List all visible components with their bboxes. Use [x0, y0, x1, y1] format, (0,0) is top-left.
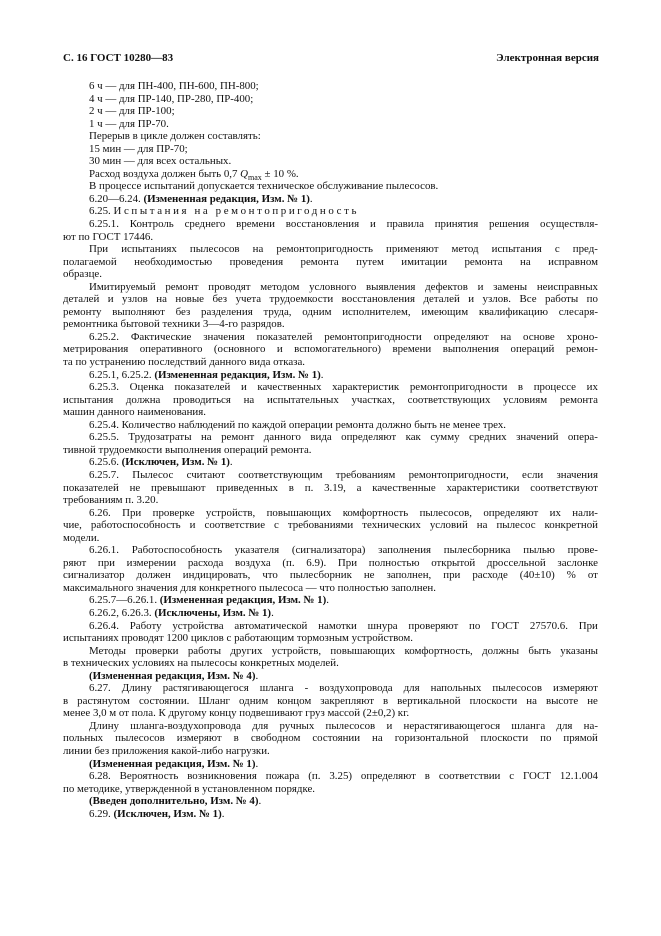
text-line: чие, работоспособность и соответствие с требованиями технических условий на пылесос конкретной — [63, 519, 598, 532]
text-line: 6.26. При проверке устройств, повышающих комфортность пылесосов, определяют их нали- — [89, 506, 598, 519]
text-line: в растянутом состоянии. Шланг одним концом закрепляют в вертикальной плоскости на высоте не — [63, 694, 598, 707]
text-line: 6.25.1. Контроль среднего времени восстановления и правила принятия решения осуществля- — [89, 218, 598, 231]
text-line: 30 мин — для всех остальных. — [89, 155, 232, 168]
header-edition-label: Электронная версия — [496, 52, 599, 64]
text-line: в технических условиях на пылесосы конкретных моделей. — [63, 657, 339, 670]
text-line: 6.25.5. Трудозатраты на ремонт данного вида определяют как сумму средних значений опера- — [89, 431, 598, 444]
text-line: тивной трудоемкости выполнения операций ремонта. — [63, 443, 312, 456]
text-line: ряют при измерении расхода воздуха (п. 6.9). При полностью открытой дроссельной заслонке — [63, 556, 598, 569]
text-line: метрирования оперативного (основного и вспомогательного) времени выполнения операций ремон- — [63, 343, 598, 356]
text-line: 6 ч — для ПН-400, ПН-600, ПН-800; — [89, 80, 259, 92]
text-line: модели. — [63, 531, 100, 544]
text-line: испытаниях проводят 1200 циклов с работающим тормозным устройством. — [63, 632, 414, 645]
text-line: При испытаниях пылесосов на ремонтопригодность применяют метод испытания с пред- — [89, 243, 598, 256]
text-line: 1 ч — для ПР-70. — [89, 117, 169, 130]
header-standard-ref: С. 16 ГОСТ 10280—83 — [63, 52, 174, 64]
text-line: Перерыв в цикле должен составлять: — [89, 130, 261, 143]
text-line: (Измененная редакция, Изм. № 4). — [89, 669, 259, 682]
text-line: 6.25.3. Оценка показателей и качественных характеристик ремонтопригодности в процессе их — [89, 381, 598, 394]
text-line: 6.20—6.24. (Измененная редакция, Изм. № 1). — [89, 192, 313, 205]
text-line: Методы проверки работы других устройств, повышающих комфортность, должны быть указаны — [89, 644, 598, 657]
text-line: 6.25.2. Фактические значения показателей ремонтопригодности определяют на основе хроно- — [89, 330, 598, 343]
text-line: по методике, утвержденной в установленном порядке. — [63, 782, 316, 795]
text-line: испытания должна проводиться на испытательных участках, соответствующих условиям ремонта — [63, 393, 598, 406]
text-line: 6.25. Испытания на ремонтопригодность — [89, 205, 360, 218]
text-line: ремонту выполняют без разделения труда, одним исполнителем, имеющим квалификацию слесаря- — [63, 305, 598, 318]
text-line: Имитируемый ремонт проводят методом условного выявления дефектов и замены неисправных — [89, 280, 598, 293]
text-line: 4 ч — для ПР-140, ПР-280, ПР-400; — [89, 92, 254, 105]
text-line: ремонтника бытовой техники 3—4-го разрядов. — [63, 318, 285, 331]
text-line: 6.26.2, 6.26.3. (Исключены, Изм. № 1). — [89, 606, 274, 619]
text-line: Длину шланга-воздухопровода для ручных пылесосов и нерастягивающегося шланга для на- — [89, 719, 598, 732]
text-line: машин данного наименования. — [63, 406, 206, 419]
page-header — [63, 52, 599, 68]
text-line: 6.26.1. Работоспособность указателя (сигнализатора) заполнения пылесборника пылью прове- — [89, 544, 598, 557]
text-line: 6.27. Длину растягивающегося шланга - воздухопровода для напольных пылесосов измеряют — [89, 682, 598, 695]
text-line: требованиям п. 3.20. — [63, 494, 159, 507]
text-line: менее 3,0 м от пола. К другому концу подвешивают груз массой (2±0,2) кг. — [63, 707, 410, 720]
text-line: Расход воздуха должен быть 0,7 $Q_{max} \pm 10$ %. — [89, 167, 299, 181]
text-line: 6.29. (Исключен, Изм. № 1). — [89, 807, 225, 820]
text-line: 15 мин — для ПР-70; — [89, 142, 188, 155]
text-line: В процессе испытаний допускается техническое обслуживание пылесосов. — [89, 180, 439, 193]
text-line: полагаемой необходимостью проведения ремонта путем имитации ремонта на исправном — [63, 255, 598, 268]
text-line: 2 ч — для ПР-100; — [89, 105, 175, 118]
text-line: 6.25.7. Пылесос считают соответствующим требованиям ремонтопригодности, если значения — [89, 468, 598, 481]
text-line: польных пылесосов измеряют в свободном состоянии на горизонтальной плоскости по прямой — [63, 732, 598, 745]
text-line: линии без приложения какой-либо нагрузки. — [63, 744, 270, 757]
text-line: (Введен дополнительно, Изм. № 4). — [89, 795, 262, 808]
text-line: ют по ГОСТ 17446. — [63, 230, 154, 243]
text-line: деталей и узлов на новые без учета трудоемкости восстановления деталей и узлов. Все работы по — [63, 293, 598, 306]
text-line: образце. — [63, 268, 102, 281]
text-line: 6.28. Вероятность возникновения пожара (п. 3.25) определяют в соответствии с ГОСТ 12.1.004 — [89, 770, 598, 783]
text-line: 6.26.4. Работу устройства автоматической намотки шнура проверяют по ГОСТ 27570.6. При — [89, 619, 598, 632]
text-line: показателей не превышают приведенных в п. 3.19, а качественные характеристики соответствуют — [63, 481, 598, 494]
text-line: (Измененная редакция, Изм. № 1). — [89, 757, 259, 770]
text-line: максимального значения для конкретного пылесоса — что полностью заполнен. — [63, 581, 436, 594]
text-line: 6.25.1, 6.25.2. (Измененная редакция, Изм. № 1). — [89, 368, 324, 381]
text-line: 6.25.4. Количество наблюдений по каждой операции ремонта должно быть не менее трех. — [89, 418, 507, 431]
text-line: сигнализатор должен индицировать, что пылесборник не заполнен, при расходе (40±10) % от — [63, 569, 598, 582]
text-line: 6.25.6. (Исключен, Изм. № 1). — [89, 456, 233, 469]
text-line: 6.25.7—6.26.1. (Измененная редакция, Изм. № 1). — [89, 594, 329, 607]
text-line: та по устранению последствий данного вида отказа. — [63, 356, 306, 369]
document-body — [63, 80, 598, 820]
